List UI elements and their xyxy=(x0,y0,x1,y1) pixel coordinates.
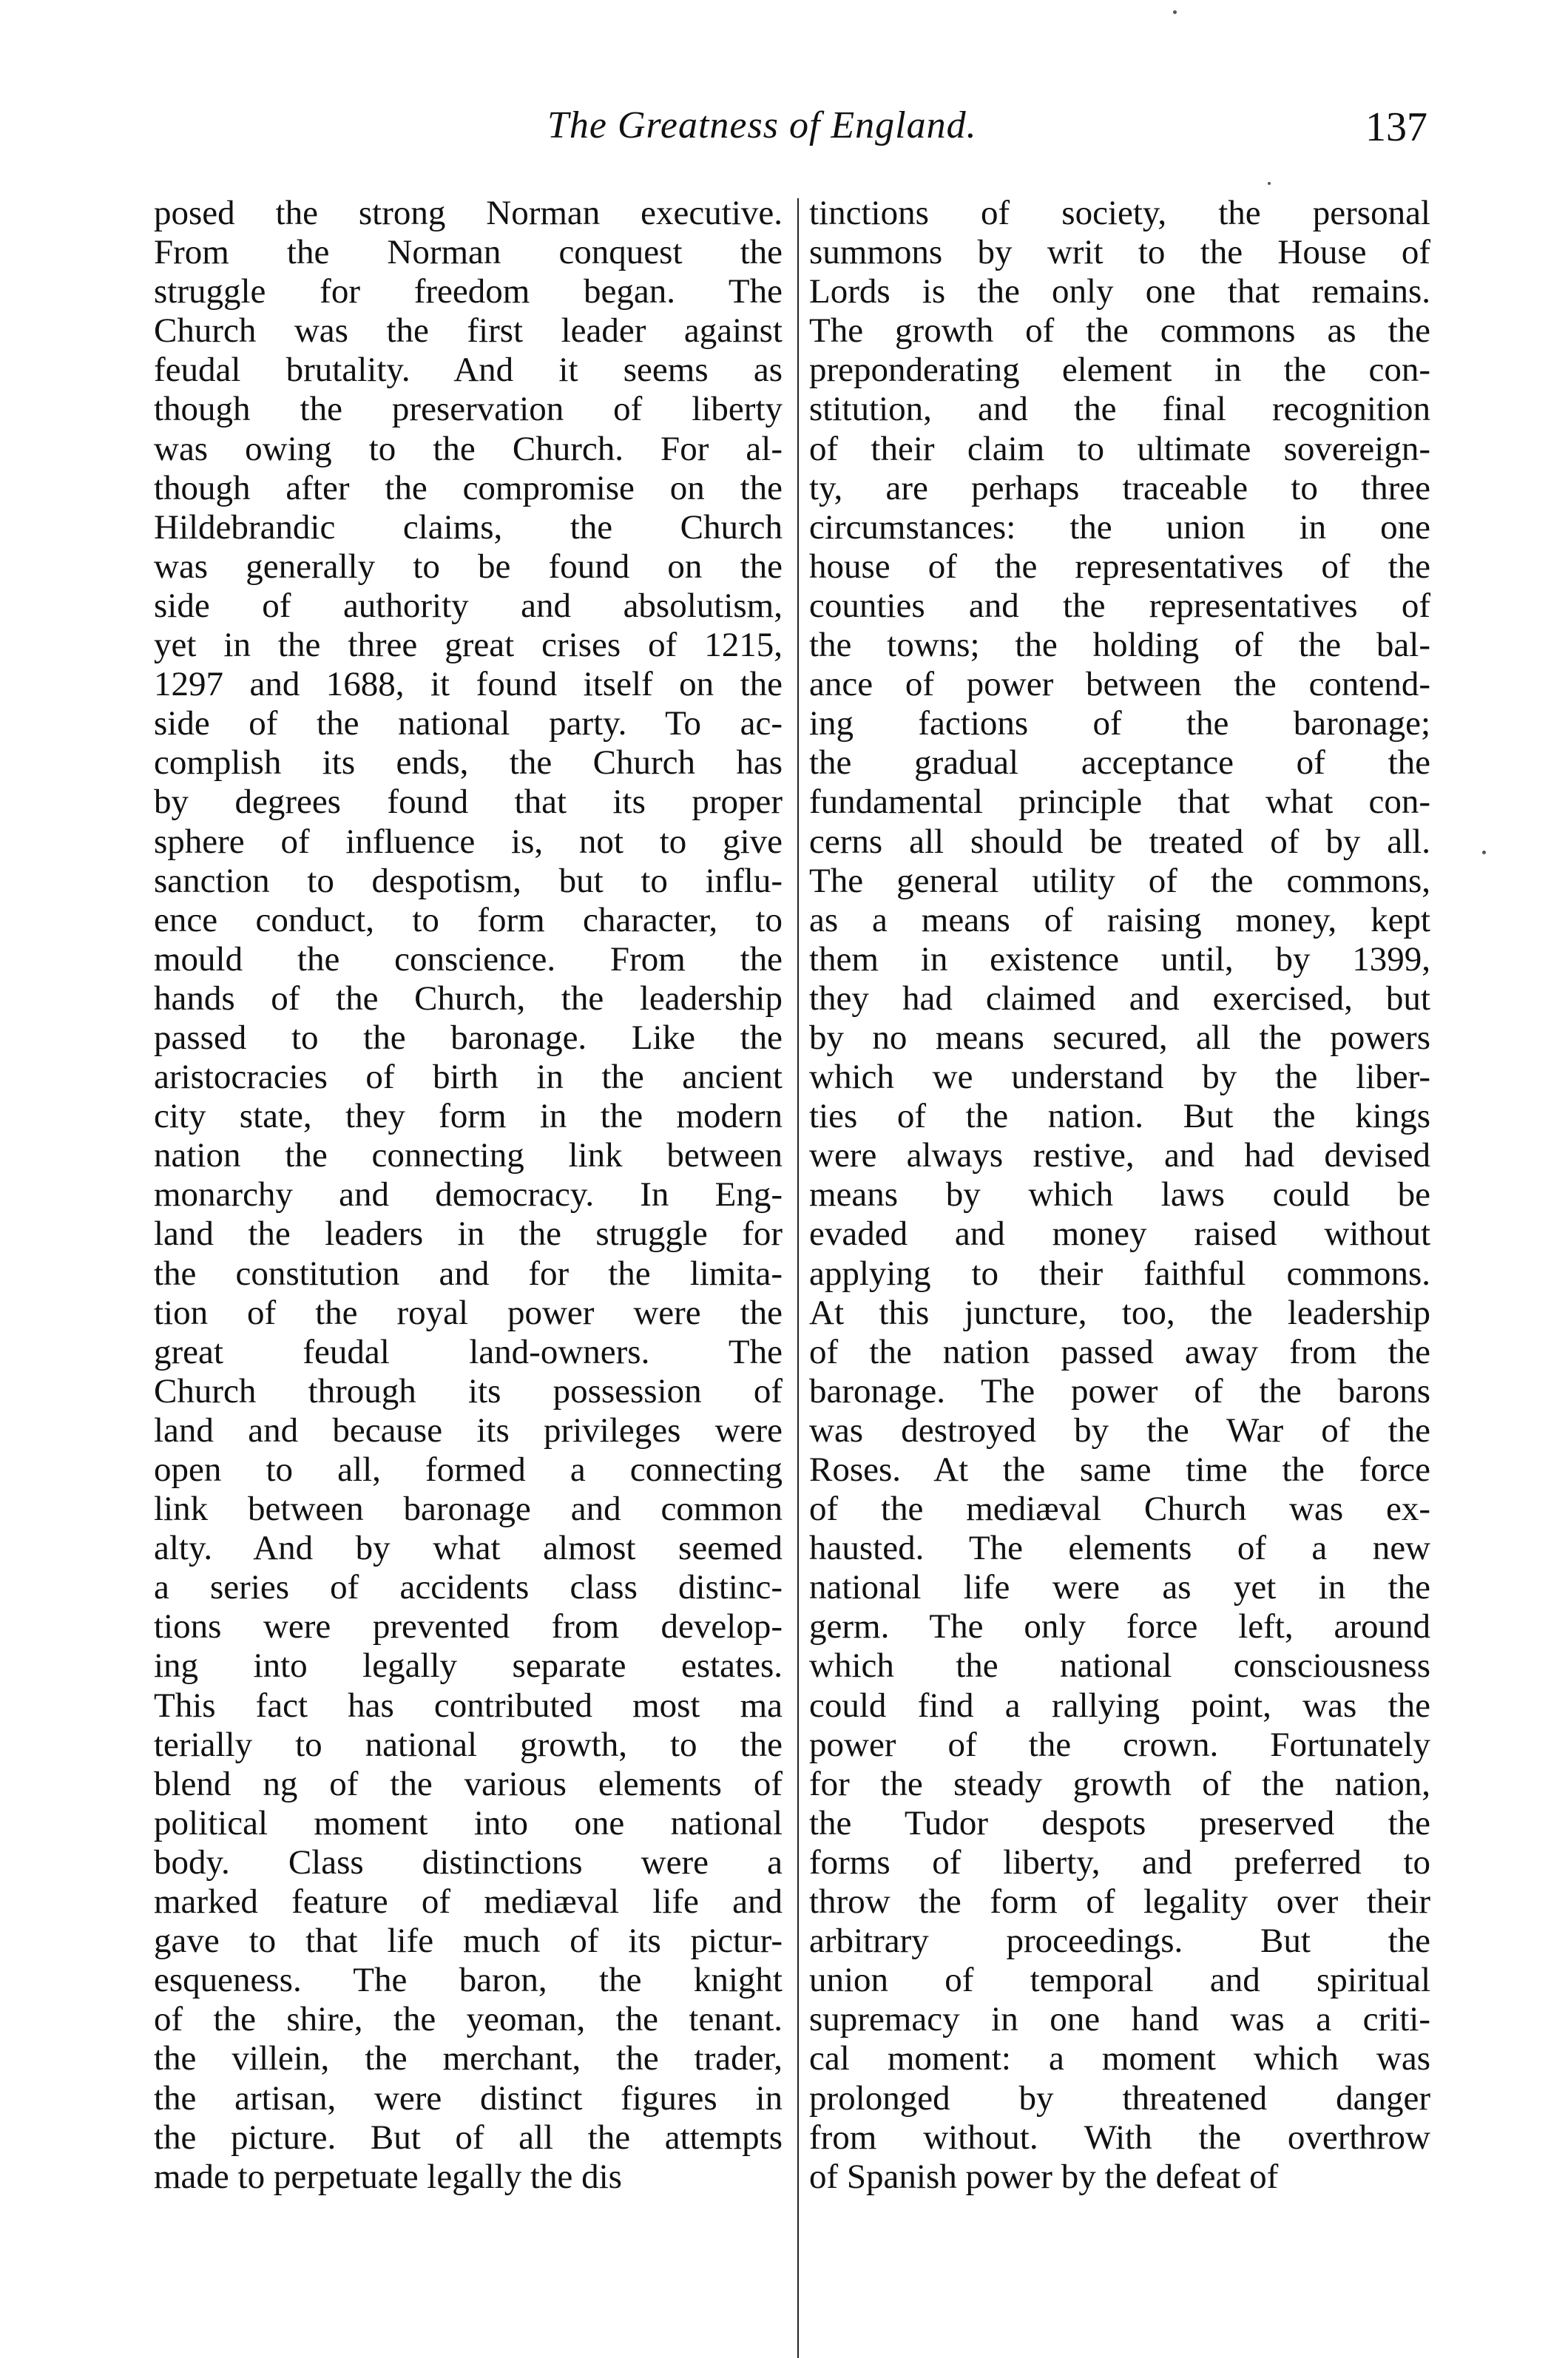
text-line: Lords is the only one that remains. xyxy=(809,272,1430,311)
text-line: aristocracies of birth in the ancient xyxy=(154,1058,783,1097)
text-line: were always restive, and had devised xyxy=(809,1136,1430,1175)
text-line: ing factions of the baronage; xyxy=(809,704,1430,743)
text-column-left xyxy=(154,194,783,2197)
text-line: sphere of influence is, not to give xyxy=(154,822,783,861)
text-line: the artisan, were distinct figures in xyxy=(154,2078,783,2118)
text-line: open to all, formed a connecting xyxy=(154,1450,783,1489)
text-line: the towns; the holding of the bal- xyxy=(809,626,1430,665)
text-line: house of the representatives of the xyxy=(809,547,1430,586)
text-line: side of the national party. To ac- xyxy=(154,704,783,743)
text-line: they had claimed and exercised, but xyxy=(809,979,1430,1018)
text-line: The growth of the commons as the xyxy=(809,311,1430,351)
text-line: national life were as yet in the xyxy=(809,1568,1430,1607)
text-line: a series of accidents class distinc- xyxy=(154,1568,783,1607)
text-line: baronage. The power of the barons xyxy=(809,1371,1430,1411)
text-line: cal moment: a moment which was xyxy=(809,2039,1430,2078)
text-column-right xyxy=(809,194,1430,2197)
text-line: hands of the Church, the leadership xyxy=(154,979,783,1018)
text-line: prolonged by threatened danger xyxy=(809,2078,1430,2118)
text-line: side of authority and absolutism, xyxy=(154,586,783,625)
text-line: forms of liberty, and preferred to xyxy=(809,1842,1430,1882)
text-line: circumstances: the union in one xyxy=(809,507,1430,547)
text-line: ence conduct, to form character, to xyxy=(154,900,783,939)
text-line: arbitrary proceedings. But the xyxy=(809,1922,1430,1961)
print-speck xyxy=(1268,182,1271,185)
text-line: nation the connecting link between xyxy=(154,1136,783,1175)
text-line: of the nation passed away from the xyxy=(809,1332,1430,1371)
text-line: ance of power between the contend- xyxy=(809,665,1430,704)
text-line: hausted. The elements of a new xyxy=(809,1529,1430,1568)
text-line: fundamental principle that what con- xyxy=(809,783,1430,822)
column-divider-rule xyxy=(797,198,799,2358)
text-line: the picture. But of all the attempts xyxy=(154,2118,783,2157)
text-line: alty. And by what almost seemed xyxy=(154,1529,783,1568)
text-line: preponderating element in the con- xyxy=(809,351,1430,390)
text-line: link between baronage and common xyxy=(154,1490,783,1529)
text-line: tion of the royal power were the xyxy=(154,1293,783,1332)
print-speck xyxy=(1482,851,1486,854)
text-line: political moment into one national xyxy=(154,1803,783,1842)
text-line: At this juncture, too, the leadership xyxy=(809,1293,1430,1332)
text-line: the Tudor despots preserved the xyxy=(809,1803,1430,1842)
text-line: complish its ends, the Church has xyxy=(154,743,783,783)
text-line: the villein, the merchant, the trader, xyxy=(154,2039,783,2078)
text-line: esqueness. The baron, the knight xyxy=(154,1961,783,2000)
text-line: Church was the first leader against xyxy=(154,311,783,351)
text-line: great feudal land-owners. The xyxy=(154,1332,783,1371)
text-line: could find a rallying point, was the xyxy=(809,1686,1430,1725)
text-line: posed the strong Norman executive. xyxy=(154,194,783,232)
text-line: stitution, and the final recognition xyxy=(809,390,1430,429)
text-line: germ. The only force left, around xyxy=(809,1607,1430,1646)
text-line: land the leaders in the struggle for xyxy=(154,1215,783,1254)
text-line: blend ng of the various elements of xyxy=(154,1764,783,1803)
text-line: ty, are perhaps traceable to three xyxy=(809,468,1430,507)
text-line: marked feature of mediæval life and xyxy=(154,1882,783,1922)
text-line: gave to that life much of its pictur- xyxy=(154,1922,783,1961)
text-line: struggle for freedom began. The xyxy=(154,272,783,311)
text-line: monarchy and democracy. In Eng- xyxy=(154,1175,783,1215)
text-line: was owing to the Church. For al- xyxy=(154,429,783,468)
print-speck xyxy=(1173,10,1177,14)
text-line: summons by writ to the House of xyxy=(809,233,1430,272)
text-line: which the national consciousness xyxy=(809,1646,1430,1686)
text-line: city state, they form in the modern xyxy=(154,1097,783,1136)
text-line: which we understand by the liber- xyxy=(809,1058,1430,1097)
text-line: evaded and money raised without xyxy=(809,1215,1430,1254)
text-line: though the preservation of liberty xyxy=(154,390,783,429)
text-line: of the mediæval Church was ex- xyxy=(809,1490,1430,1529)
text-line: body. Class distinctions were a xyxy=(154,1842,783,1882)
running-title: The Greatness of England. xyxy=(547,104,977,146)
text-line: Hildebrandic claims, the Church xyxy=(154,507,783,547)
text-line: was destroyed by the War of the xyxy=(809,1411,1430,1450)
text-line: ties of the nation. But the kings xyxy=(809,1097,1430,1136)
text-line: applying to their faithful commons. xyxy=(809,1254,1430,1293)
text-line: mould the conscience. From the xyxy=(154,939,783,979)
text-line: from without. With the overthrow xyxy=(809,2118,1430,2157)
text-line: yet in the three great crises of 1215, xyxy=(154,626,783,665)
text-line: tions were prevented from develop- xyxy=(154,1607,783,1646)
text-line: as a means of raising money, kept xyxy=(809,900,1430,939)
text-line: Roses. At the same time the force xyxy=(809,1450,1430,1489)
text-line: counties and the representatives of xyxy=(809,586,1430,625)
text-line: passed to the baronage. Like the xyxy=(154,1018,783,1057)
text-line: union of temporal and spiritual xyxy=(809,1961,1430,2000)
text-line: the constitution and for the limita- xyxy=(154,1254,783,1293)
text-line: The general utility of the commons, xyxy=(809,861,1430,900)
text-line: for the steady growth of the nation, xyxy=(809,1764,1430,1803)
text-line: ing into legally separate estates. xyxy=(154,1646,783,1686)
text-line: terially to national growth, to the xyxy=(154,1725,783,1764)
text-line: of their claim to ultimate sovereign- xyxy=(809,429,1430,468)
page-number: 137 xyxy=(1365,104,1427,150)
text-line: throw the form of legality over their xyxy=(809,1882,1430,1922)
text-line: them in existence until, by 1399, xyxy=(809,939,1430,979)
text-line: the gradual acceptance of the xyxy=(809,743,1430,783)
text-line: feudal brutality. And it seems as xyxy=(154,351,783,390)
text-line: cerns all should be treated of by all. xyxy=(809,822,1430,861)
text-line: This fact has contributed most ma xyxy=(154,1686,783,1725)
text-line: made to perpetuate legally the dis xyxy=(154,2157,622,2196)
text-line: tinctions of society, the personal xyxy=(809,194,1430,232)
text-line: though after the compromise on the xyxy=(154,468,783,507)
text-line: land and because its privileges were xyxy=(154,1411,783,1450)
text-line: power of the crown. Fortunately xyxy=(809,1725,1430,1764)
text-line: was generally to be found on the xyxy=(154,547,783,586)
text-line: of the shire, the yeoman, the tenant. xyxy=(154,2000,783,2039)
text-line: supremacy in one hand was a criti- xyxy=(809,2000,1430,2039)
text-line: of Spanish power by the defeat of xyxy=(809,2157,1279,2196)
text-line: by degrees found that its proper xyxy=(154,783,783,822)
text-line: means by which laws could be xyxy=(809,1175,1430,1215)
text-line: by no means secured, all the powers xyxy=(809,1018,1430,1057)
text-line: 1297 and 1688, it found itself on the xyxy=(154,665,783,704)
text-line: From the Norman conquest the xyxy=(154,233,783,272)
text-line: sanction to despotism, but to influ- xyxy=(154,861,783,900)
text-line: Church through its possession of xyxy=(154,1371,783,1411)
